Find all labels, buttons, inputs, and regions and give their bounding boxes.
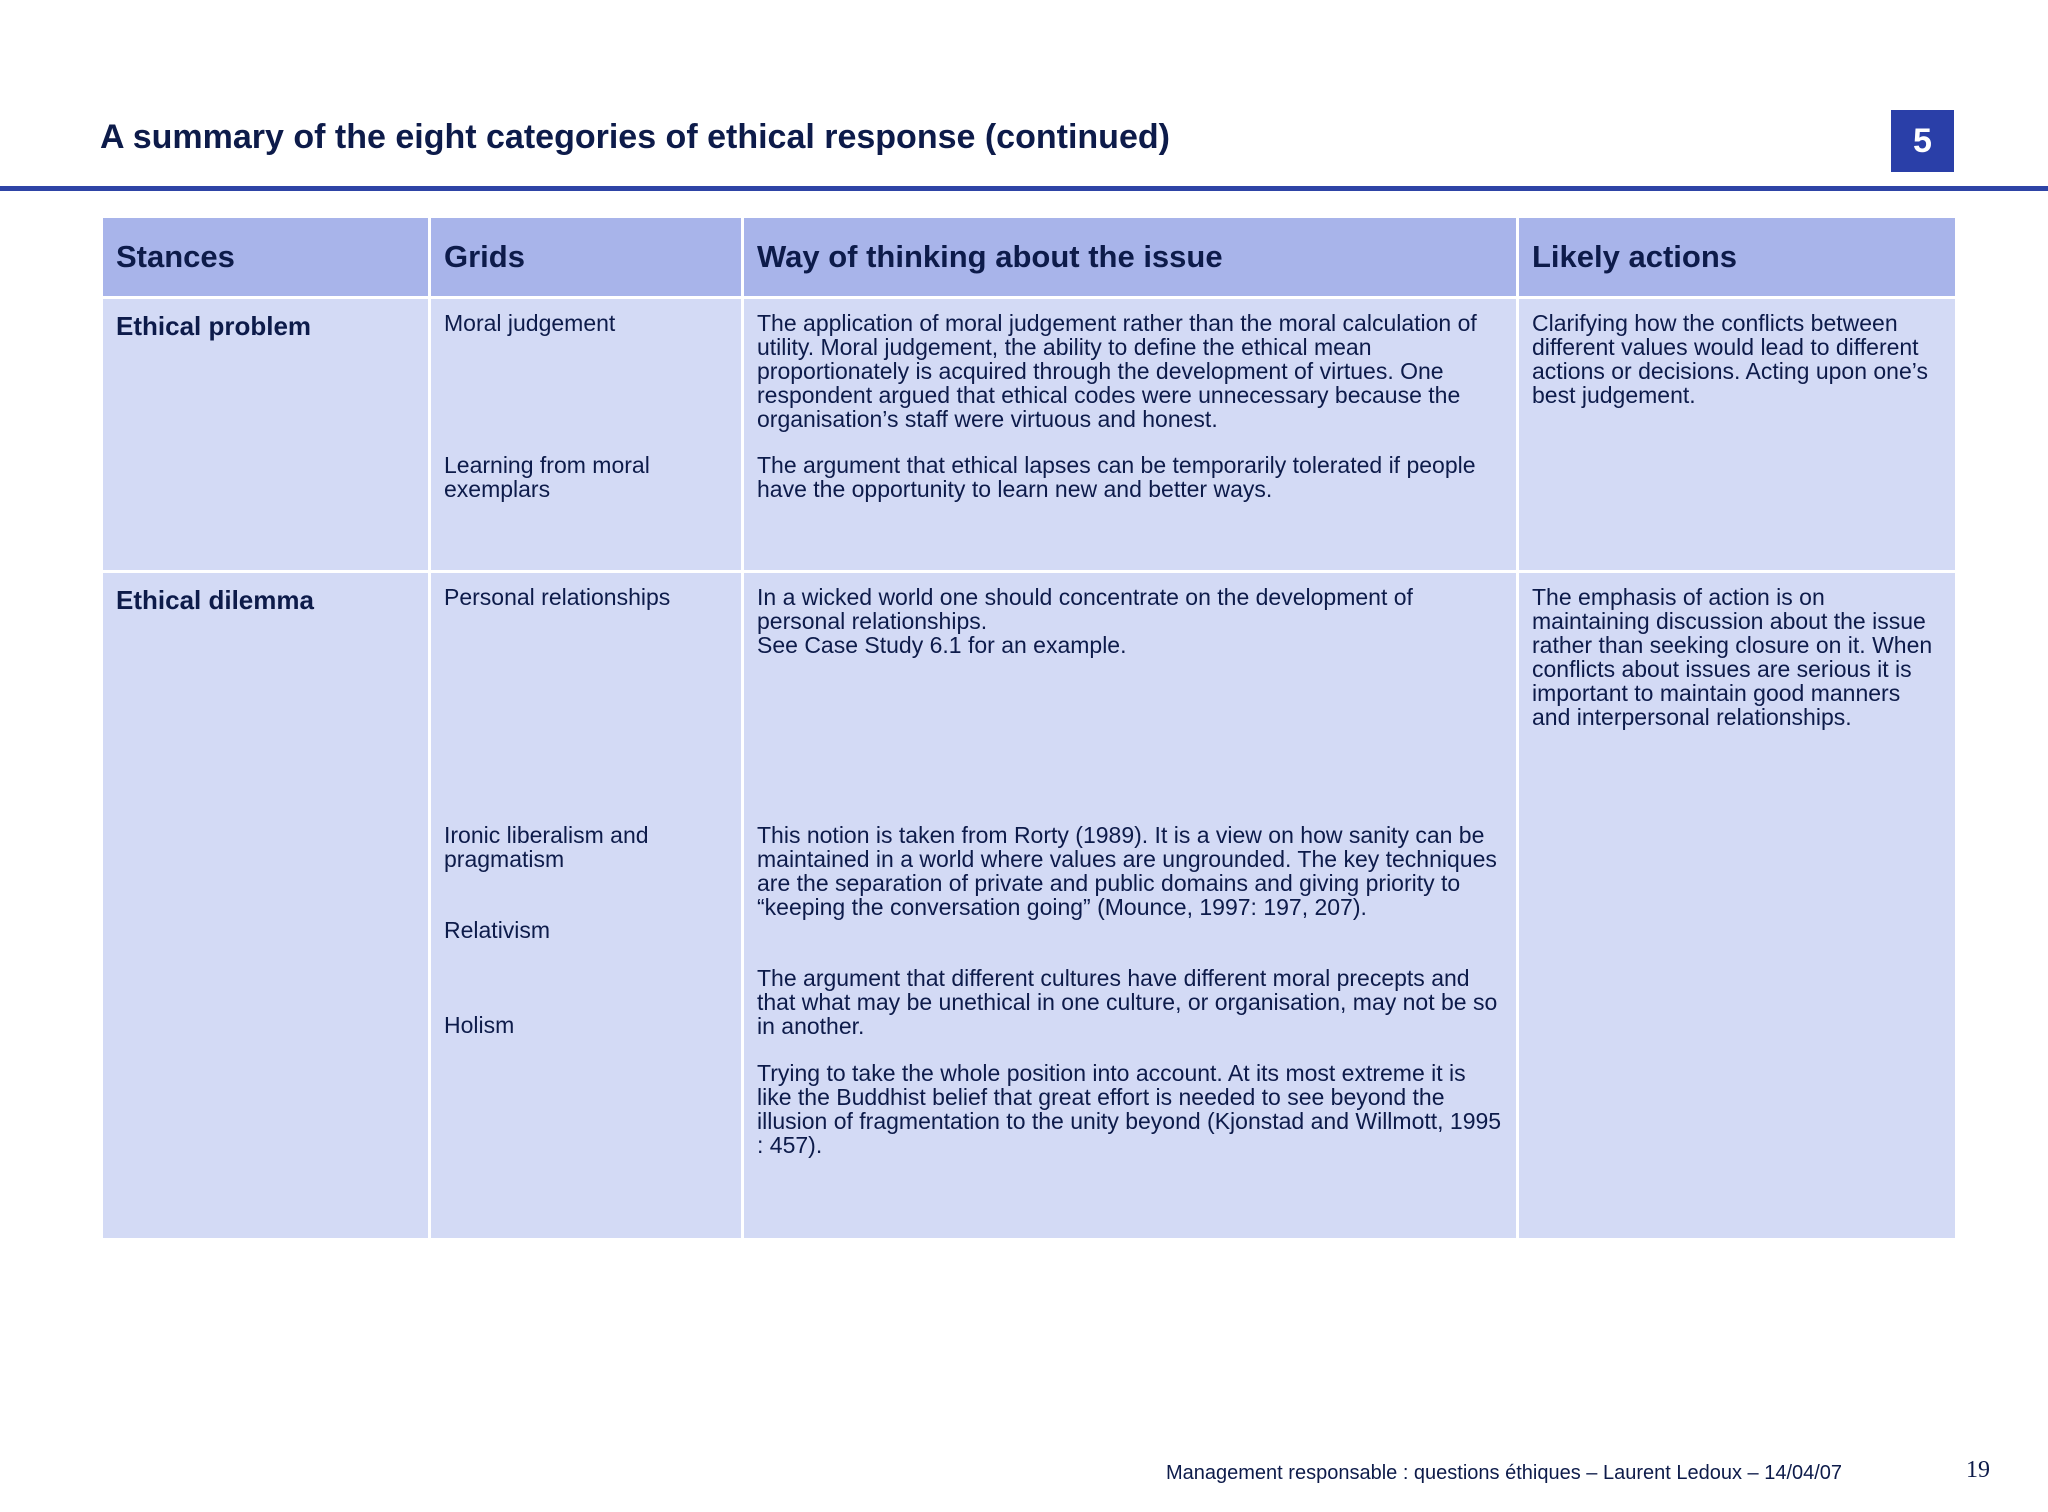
thinking-paragraph: The argument that different cultures have different moral precepts and that what may be unethical in one culture, or organisation, may not be so in another. — [757, 965, 1498, 1039]
column-header-stances: Stances — [102, 217, 430, 298]
section-number-badge: 5 — [1891, 110, 1954, 172]
stance-label: Ethical problem — [116, 311, 312, 341]
thinking-paragraph: This notion is taken from Rorty (1989). It is a view on how sanity can be maintained in a world where values are ungrounded. The key techniques are the separation of private and public domains and giving priority to “keeping the conversation going” (Mounce, 1997: 197, 207). — [757, 822, 1497, 920]
slide-title: A summary of the eight categories of ethical response (continued) — [100, 118, 1170, 156]
actions-text: The emphasis of action is on maintaining discussion about the issue rather than seeking closure on it. When conflicts about issues are serious it is important to maintain good manners and interpersonal relationships. — [1532, 584, 1933, 730]
stance-cell — [102, 298, 430, 572]
grids-cell — [430, 572, 743, 1240]
table-header-row — [102, 217, 1957, 298]
title-divider — [0, 186, 2048, 191]
thinking-paragraph: See Case Study 6.1 for an example. — [757, 632, 1127, 658]
table-row — [102, 572, 1957, 1240]
grid-item: Ironic liberalism and pragmatism — [444, 822, 649, 872]
thinking-paragraph: The argument that ethical lapses can be temporarily tolerated if people have the opportunity to learn new and better ways. — [757, 452, 1476, 502]
thinking-paragraph: In a wicked world one should concentrate on the development of personal relationships. — [757, 584, 1413, 634]
column-header-grids: Grids — [430, 217, 743, 298]
table-row — [102, 298, 1957, 572]
stance-label: Ethical dilemma — [116, 585, 314, 615]
grid-item: Learning from moral exemplars — [444, 452, 650, 502]
column-header-actions: Likely actions — [1518, 217, 1957, 298]
footer-text: Management responsable : questions éthiques – Laurent Ledoux – 14/04/07 — [1166, 1462, 1843, 1484]
actions-cell — [1518, 298, 1957, 572]
summary-table — [100, 215, 1958, 1241]
column-header-thinking: Way of thinking about the issue — [743, 217, 1518, 298]
actions-text: Clarifying how the conflicts between different values would lead to different actions or decisions. Acting upon one’s best judgement. — [1532, 310, 1928, 408]
stance-cell — [102, 572, 430, 1240]
thinking-cell — [743, 298, 1518, 572]
grid-item: Personal relationships — [444, 584, 671, 610]
grid-item: Moral judgement — [444, 310, 616, 336]
actions-cell — [1518, 572, 1957, 1240]
grid-item: Relativism — [444, 917, 551, 943]
grids-cell — [430, 298, 743, 572]
page-number: 19 — [1966, 1457, 1990, 1483]
thinking-paragraph: Trying to take the whole position into account. At its most extreme it is like the Buddhist belief that great effort is needed to see beyond the illusion of fragmentation to the unity beyond (Kjonstad and Willmott, 1995 : 457). — [757, 1060, 1502, 1158]
thinking-paragraph: The application of moral judgement rather than the moral calculation of utility. Moral judgement, the ability to define the ethical mean proportionately is acquired through the development of virtues. One respondent argued that ethical codes were unnecessary because the organisation’s staff were virtuous and honest. — [757, 310, 1477, 432]
grid-item: Holism — [444, 1012, 515, 1038]
thinking-cell — [743, 572, 1518, 1240]
